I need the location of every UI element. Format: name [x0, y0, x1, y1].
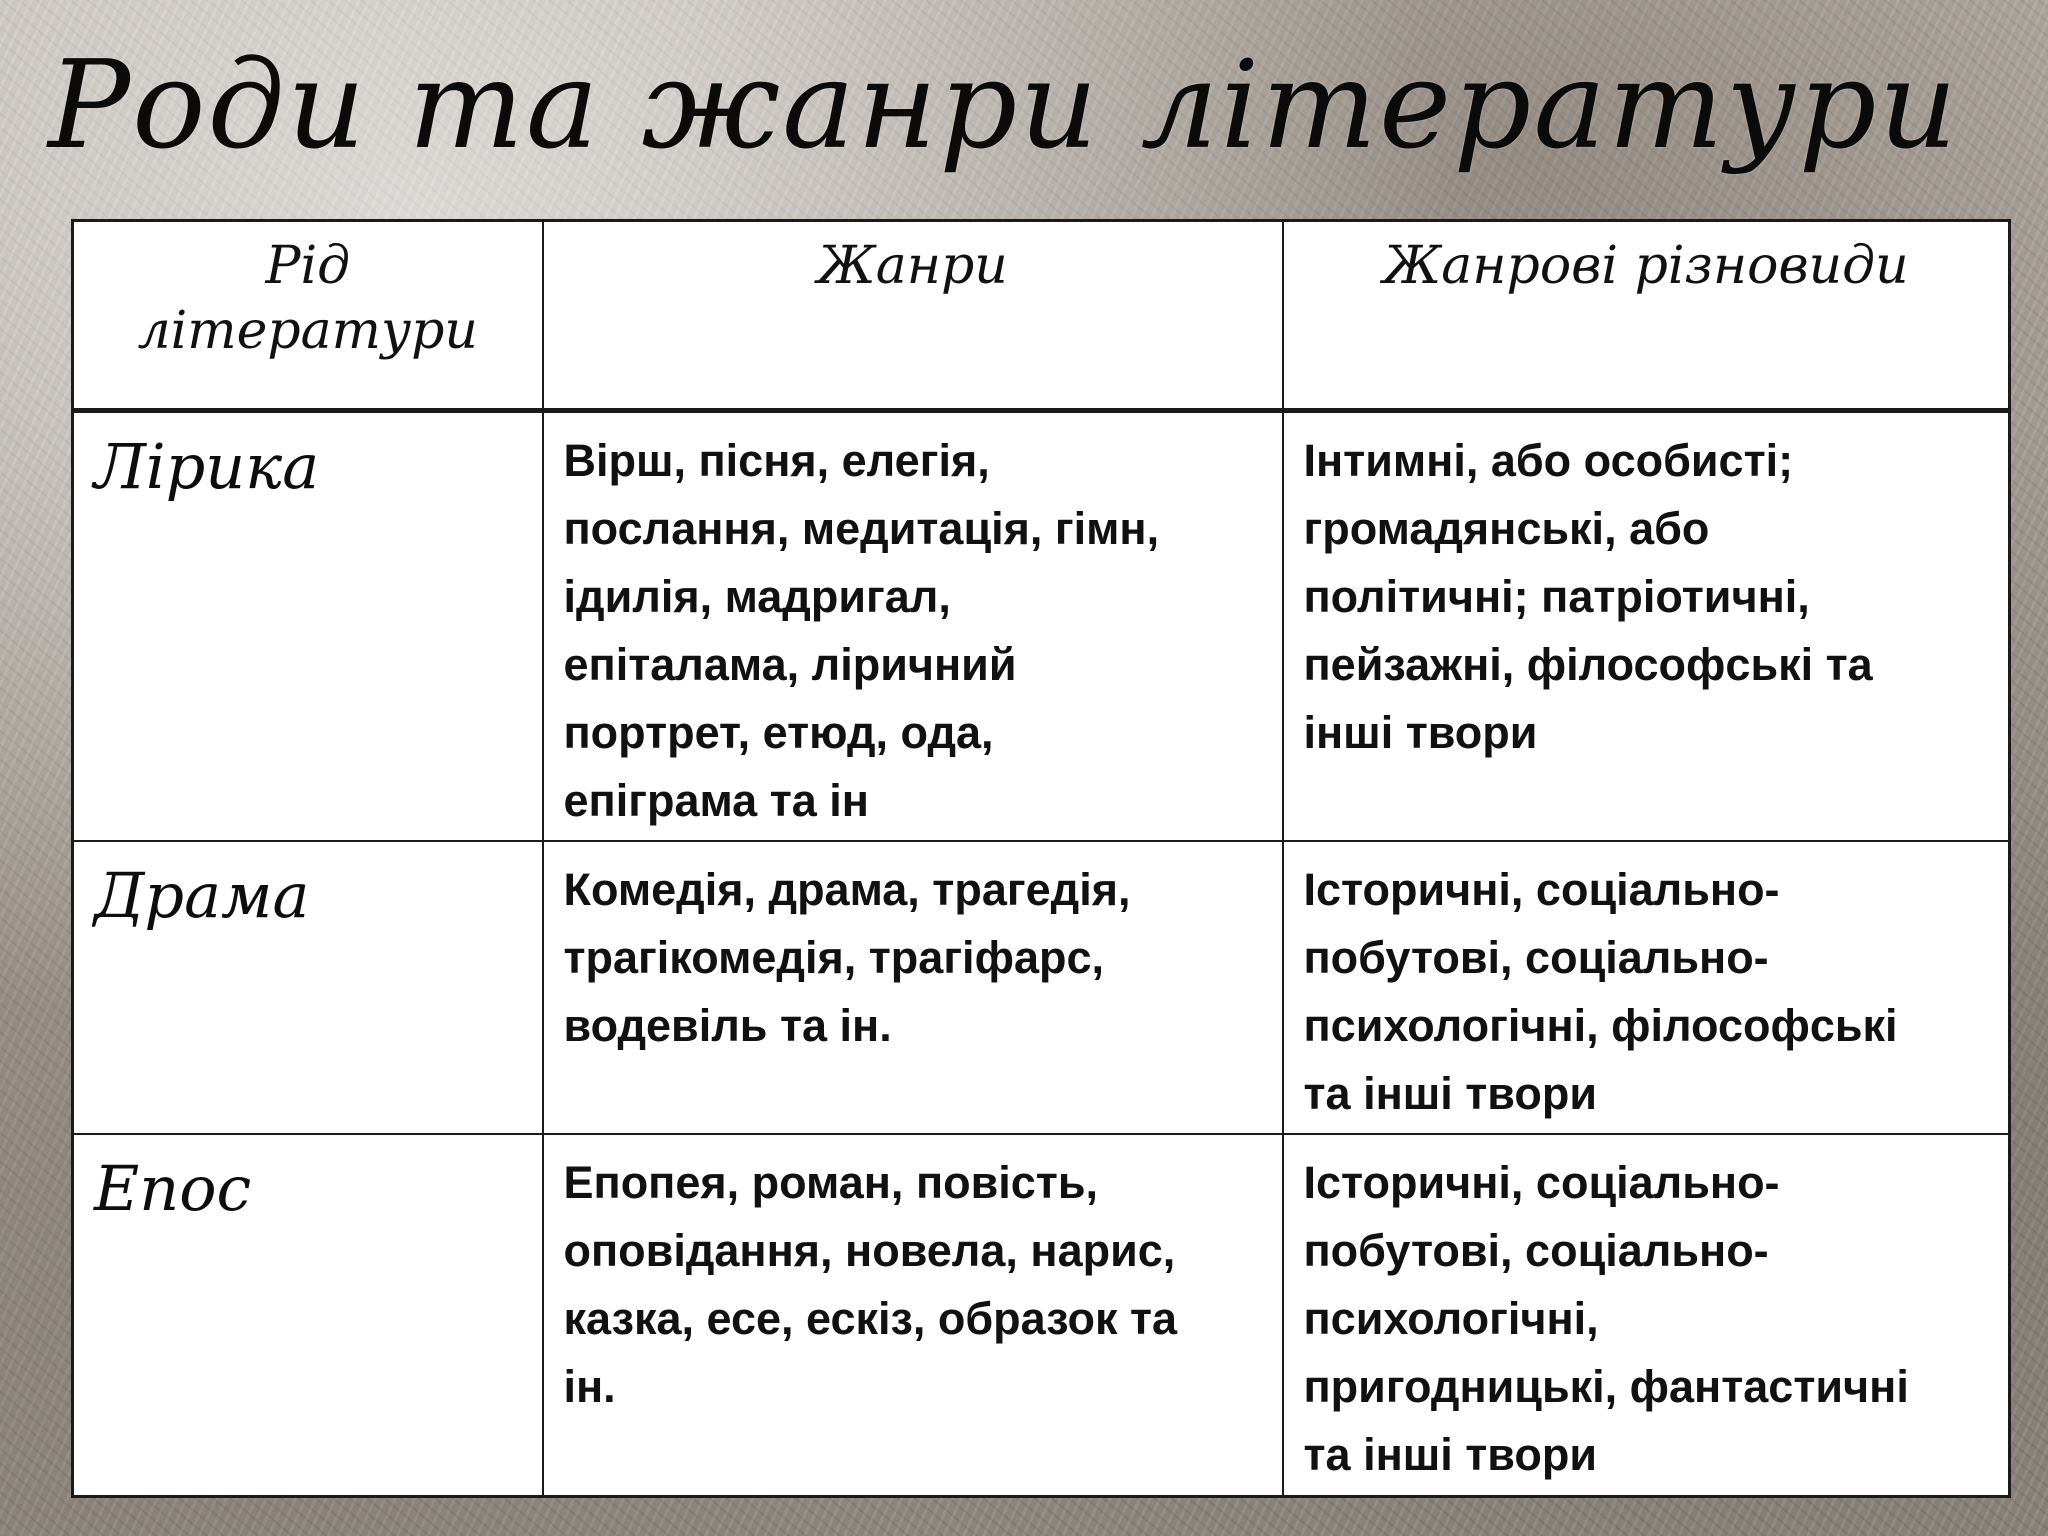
header-kind [73, 221, 543, 411]
variants-text: Історичні, соціально- побутові, соціально- психологічні, пригодницькі, фантастичні та інші твори [1303, 1156, 1909, 1480]
header-kind-label: Рід літератури [137, 236, 478, 361]
table-row [73, 1134, 2010, 1497]
genres-text: Вірш, пісня, елегія, послання, медитація, гімн, ідилія, мадригал, епіталама, ліричний портрет, етюд, ода, епіграма та ін [563, 435, 1160, 826]
kind-cell-epic [73, 1134, 543, 1497]
slide-title: Роди та жанри літератури [48, 34, 1960, 176]
table-row [73, 411, 2010, 842]
table-row [73, 841, 2010, 1134]
kind-cell-lyric [73, 411, 543, 842]
variants-cell-lyric [1283, 411, 2010, 842]
literature-genres-table [71, 219, 2011, 1498]
header-genres [543, 221, 1283, 411]
kind-label: Лірика [94, 430, 320, 503]
genres-cell-epic [543, 1134, 1283, 1497]
kind-label: Епос [94, 1151, 252, 1225]
header-genres-label: Жанри [817, 236, 1008, 296]
genres-cell-lyric [543, 411, 1283, 842]
variants-text: Історичні, соціально- побутові, соціально- психологічні, філософські та інші твори [1303, 864, 1898, 1120]
variants-cell-drama [1283, 841, 2010, 1134]
kind-label: Драма [94, 859, 310, 933]
header-variants [1283, 221, 2010, 411]
header-variants-label: Жанрові різновиди [1382, 236, 1909, 296]
table-header-row [73, 221, 2010, 411]
variants-text: Інтимні, або особисті; громадянські, або політичні; патріотичні, пейзажні, філософські та інші твори [1303, 435, 1873, 758]
kind-cell-drama [73, 841, 543, 1134]
variants-cell-epic [1283, 1134, 2010, 1497]
genres-text: Епопея, роман, повість, оповідання, новела, нарис, казка, есе, ескіз, образок та ін. [563, 1156, 1178, 1412]
genres-text: Комедія, драма, трагедія, трагікомедія, трагіфарс, водевіль та ін. [563, 864, 1131, 1052]
genres-cell-drama [543, 841, 1283, 1134]
